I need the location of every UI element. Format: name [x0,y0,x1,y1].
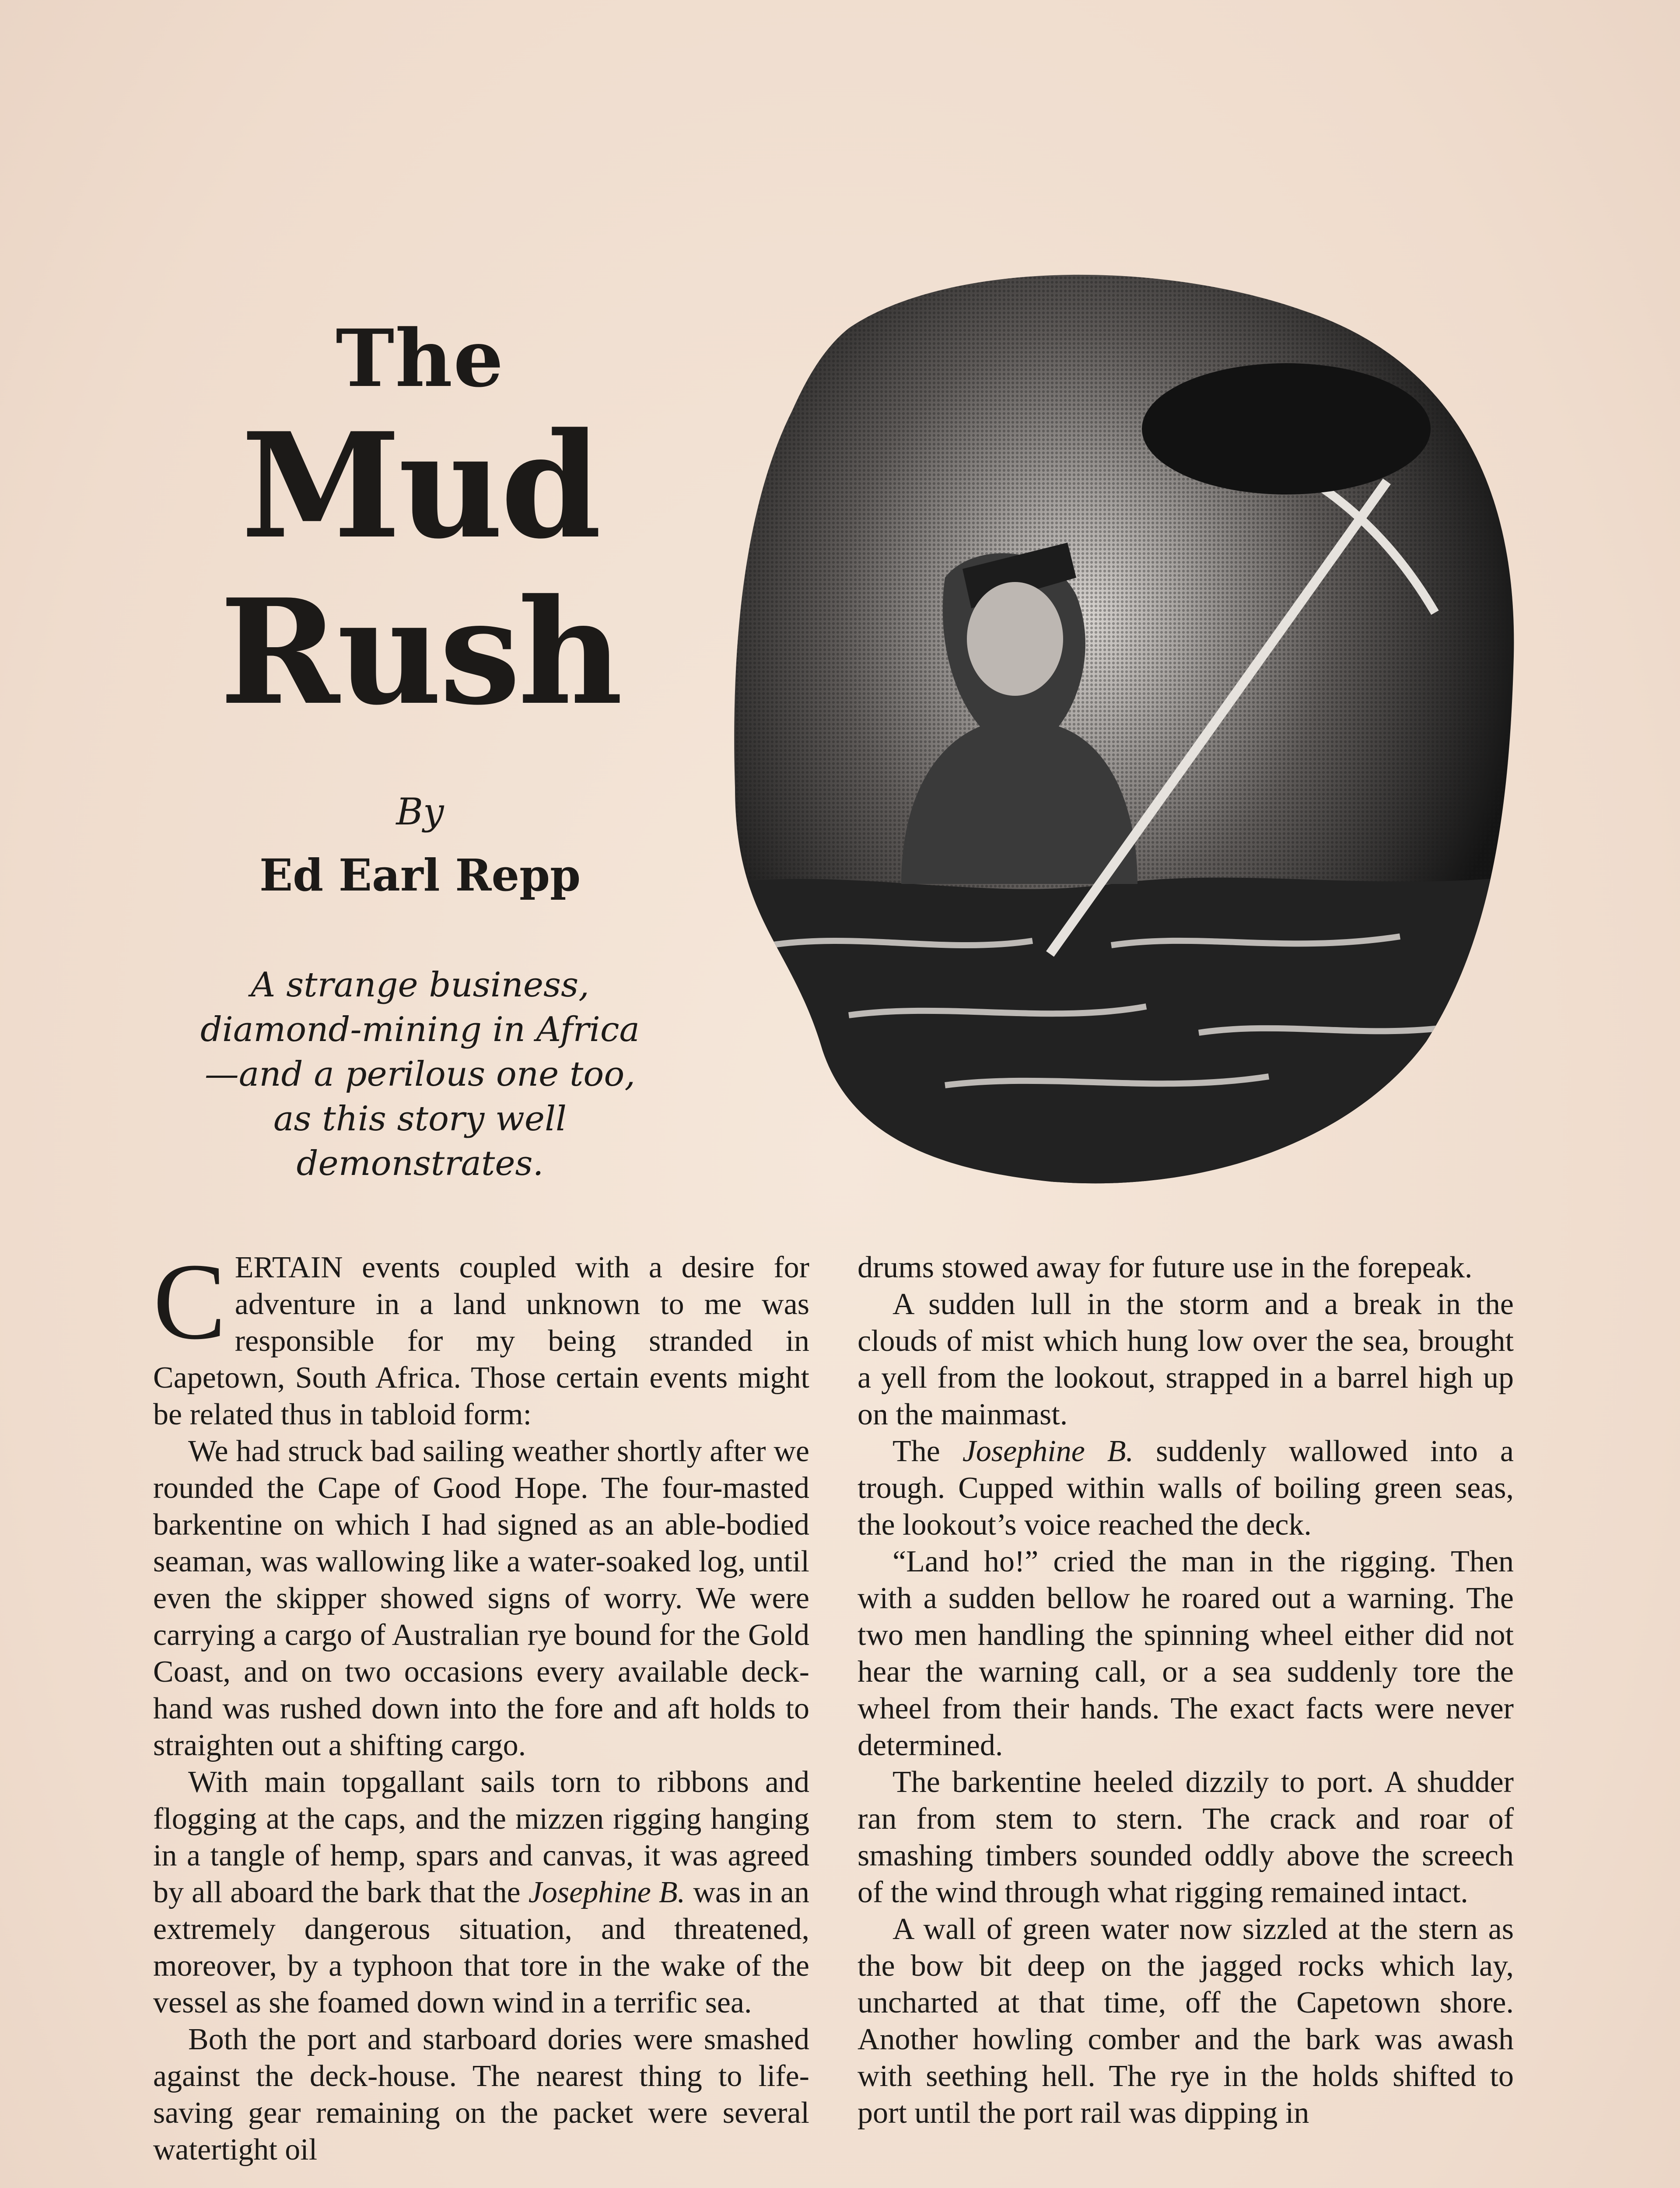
title-line-the: The [336,312,504,405]
paragraph: CERTAIN events coupled with a desire for adventure in a land unknown to me was responsible for my being stranded in Capetown, South Africa. Those certain events might be related thus in tabloid form: [153,1241,809,1431]
title-line-rush: Rush [220,567,620,737]
paragraph: A wall of green water now sizzled at the stern as the bow bit deep on the jagged rocks which lay, uncharted at that time, off the Capetown shore. Another howling comber and the bark was awash with seething hell. The rye in the holds shifted to port until the port rail was dipping in [858,1912,1514,2130]
paragraph: Both the port and starboard dories were smashed against the deck-house. The nearest thing to life-saving gear remaining on the packet were several watertight oil [153,2023,809,2167]
title-line-mud: Mud [241,401,599,571]
story-teaser: A strange business, diamond-mining in Africa—and a perilous one too, as this story well demonstrates. [200,965,640,1183]
paragraph: The barkentine heeled dizzily to port. A shudder ran from stem to stern. The crack and roar of smashing timbers sounded oddly above the screech of the wind through what rigging remained intact. [858,1765,1514,1909]
story-title [192,312,648,737]
paragraph: With main topgallant sails torn to ribbons and flogging at the caps, and the mizzen rigging hanging in a tangle of hemp, spars and canvas, it was agreed by all aboard the bark that the Josephine B. was in an extremely dangerous situation, and threatened, moreover, by a typhoon that tore in the wake of the vessel as she foamed down wind in a terrific sea. [153,1765,810,2020]
byline [192,788,648,906]
paragraph: We had struck bad sailing weather shortly after we rounded the Cape of Good Hope. The four-masted barkentine on which I had signed as an able-bodied seaman, was wallowing like a water-soaked log, until even the skipper showed signs of worry. We were carrying a cargo of Australian rye bound for the Gold Coast, and on two occasions every available deck-hand was rushed down into the fore and aft holds to straighten out a shifting cargo. [153,1434,809,1762]
article-column-left [153,1241,810,2168]
paragraph: The Josephine B. suddenly wallowed into a trough. Cupped within walls of boiling green seas, the lookout’s voice reached the deck. [858,1434,1514,1542]
ship-name: Josephine B. [528,1876,686,1909]
drop-cap: C [153,1241,226,1362]
article-column-right [858,1249,1514,2132]
author-name: Ed Earl Repp [259,849,581,901]
paragraph: A sudden lull in the storm and a break in the clouds of mist which hung low over the sea, brought a yell from the lookout, strapped in a barrel high up on the mainmast. [858,1287,1514,1431]
paragraph: “Land ho!” cried the man in the rigging. Then with a sudden bellow he roared out a warning. The two men handling the spinning wheel either did not hear the warning call, or a sea suddenly tore the wheel from their hands. The exact facts were never determined. [858,1545,1514,1762]
byline-by: By [396,790,444,833]
ship-name: Josephine B. [962,1434,1134,1468]
sailor-with-pickaxe-in-water-illustration [718,263,1531,1199]
paragraph: drums stowed away for future use in the forepeak. [858,1251,1473,1284]
